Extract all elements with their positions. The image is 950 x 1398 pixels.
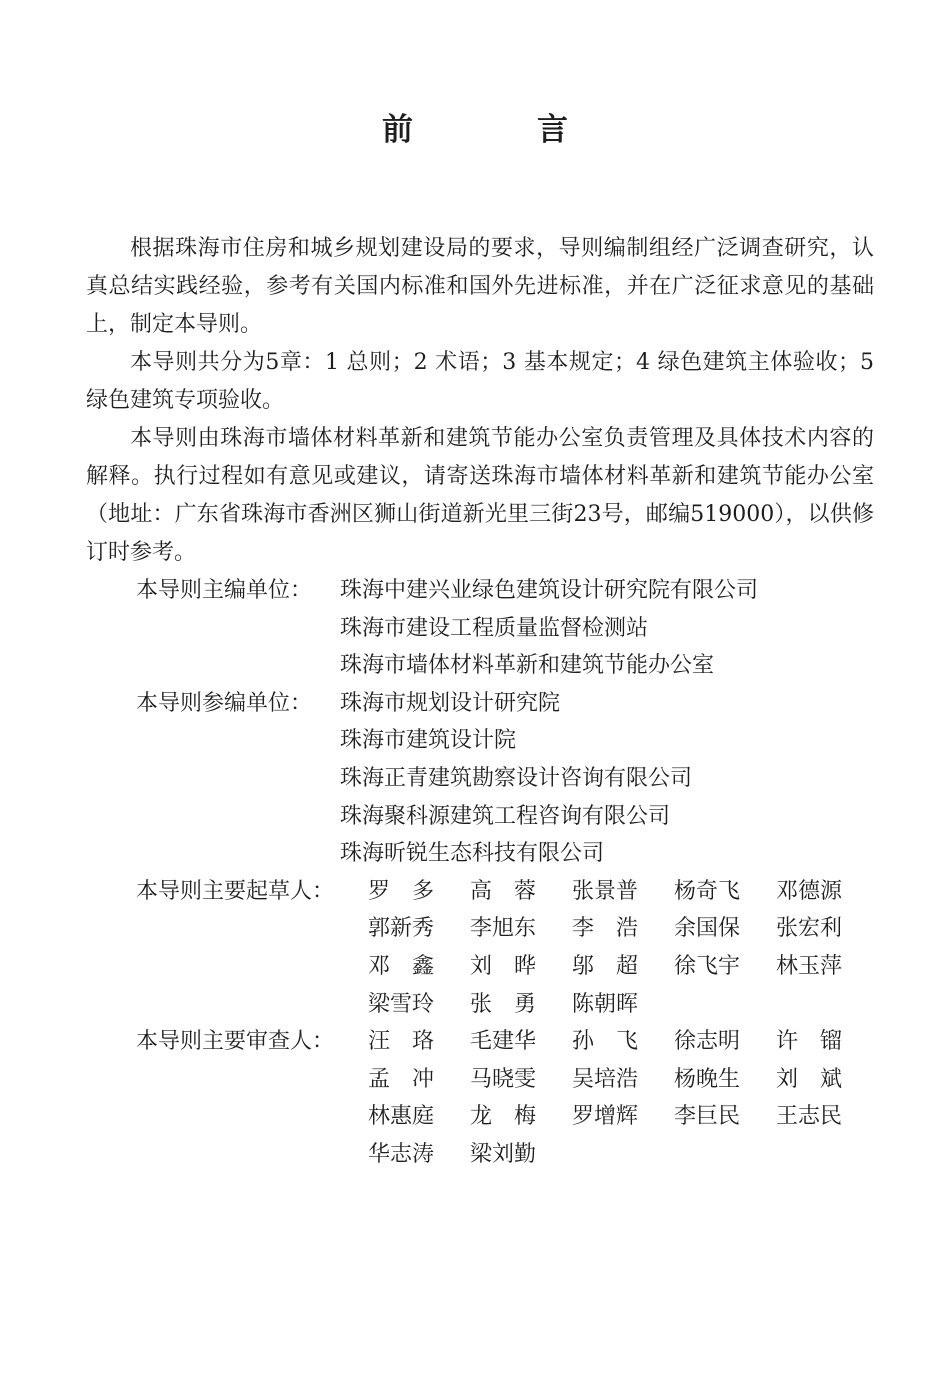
drafters-label: 本导则主要起草人： [136, 878, 335, 904]
people-row [368, 1061, 878, 1099]
paragraph-background: 根据珠海市住房和城乡规划建设局的要求，导则编制组经广泛调查研究，认真总结实践经验，参考有关国内标准和国外先进标准，并在广泛征求意见的基础上，制定本导则。 [86, 236, 874, 337]
people-row [368, 873, 878, 911]
person-name: 高 蓉 [470, 878, 537, 904]
person-name: 陈朝晖 [572, 991, 639, 1017]
credits-section [136, 572, 876, 1174]
participating-units-block [136, 685, 876, 873]
person-name: 李 浩 [572, 916, 639, 942]
people-row [368, 1023, 878, 1061]
drafters-list [368, 873, 878, 1023]
person-name: 徐志明 [674, 1029, 741, 1055]
reviewers-label: 本导则主要审查人： [136, 1029, 335, 1055]
org-item: 珠海昕锐生态科技有限公司 [340, 841, 605, 867]
org-item: 珠海市墙体材料革新和建筑节能办公室 [340, 653, 715, 679]
person-name: 马晓雯 [470, 1066, 537, 1092]
people-row [368, 910, 878, 948]
person-name: 郭新秀 [368, 916, 435, 942]
person-name: 罗增辉 [572, 1104, 639, 1130]
person-name: 李巨民 [674, 1104, 741, 1130]
person-name: 杨晚生 [674, 1066, 741, 1092]
person-name: 林玉萍 [776, 953, 843, 979]
person-name: 孙 飞 [572, 1029, 639, 1055]
drafters-block [136, 873, 876, 1023]
participating-units-label: 本导则参编单位： [136, 690, 313, 716]
page-title: 前 言 [382, 112, 568, 148]
person-name: 刘 晔 [470, 953, 537, 979]
person-name: 华志涛 [368, 1141, 435, 1167]
org-item: 珠海正青建筑勘察设计咨询有限公司 [340, 765, 693, 791]
paragraph-chapters: 本导则共分为5章：1 总则；2 术语；3 基本规定；4 绿色建筑主体验收；5 绿色建筑专项验收。 [86, 350, 874, 413]
reviewers-list [368, 1023, 878, 1173]
preface-body [86, 230, 874, 572]
participating-units-list [340, 685, 876, 873]
people-row [368, 948, 878, 986]
person-name: 吴培浩 [572, 1066, 639, 1092]
person-name: 许 镏 [776, 1029, 843, 1055]
org-item: 珠海市规划设计研究院 [340, 690, 561, 716]
people-row [368, 1098, 878, 1136]
person-name: 林惠庭 [368, 1104, 435, 1130]
person-name: 杨奇飞 [674, 878, 741, 904]
person-name: 梁雪玲 [368, 991, 435, 1017]
person-name: 龙 梅 [470, 1104, 537, 1130]
paragraph-management: 本导则由珠海市墙体材料革新和建筑节能办公室负责管理及具体技术内容的解释。执行过程如有意见或建议，请寄送珠海市墙体材料革新和建筑节能办公室（地址：广东省珠海市香洲区狮山街道新光里三街23号，邮编519000），以供修订时参考。 [86, 426, 874, 565]
chief-units-block [136, 572, 876, 685]
person-name: 张宏利 [776, 916, 843, 942]
org-item: 珠海中建兴业绿色建筑设计研究院有限公司 [340, 578, 759, 603]
person-name: 李旭东 [470, 916, 537, 942]
person-name: 张景普 [572, 878, 639, 904]
person-name: 邬 超 [572, 953, 639, 979]
person-name: 汪 珞 [368, 1029, 435, 1055]
people-row [368, 1136, 878, 1174]
org-item: 珠海聚科源建筑工程咨询有限公司 [340, 803, 671, 829]
person-name: 邓德源 [776, 878, 843, 904]
chief-units-label: 本导则主编单位： [136, 578, 313, 603]
people-row [368, 986, 878, 1024]
person-name: 梁刘勤 [470, 1141, 537, 1167]
person-name: 毛建华 [470, 1029, 537, 1055]
reviewers-block [136, 1023, 876, 1173]
person-name: 王志民 [776, 1104, 843, 1130]
person-name: 余国保 [674, 916, 741, 942]
person-name: 罗 多 [368, 878, 435, 904]
person-name: 张 勇 [470, 991, 537, 1017]
org-item: 珠海市建设工程质量监督检测站 [340, 615, 649, 641]
person-name: 刘 斌 [776, 1066, 843, 1092]
person-name: 徐飞宇 [674, 953, 741, 979]
person-name: 孟 冲 [368, 1066, 435, 1092]
org-item: 珠海市建筑设计院 [340, 728, 517, 754]
chief-units-list [340, 572, 876, 685]
person-name: 邓 鑫 [368, 953, 435, 979]
